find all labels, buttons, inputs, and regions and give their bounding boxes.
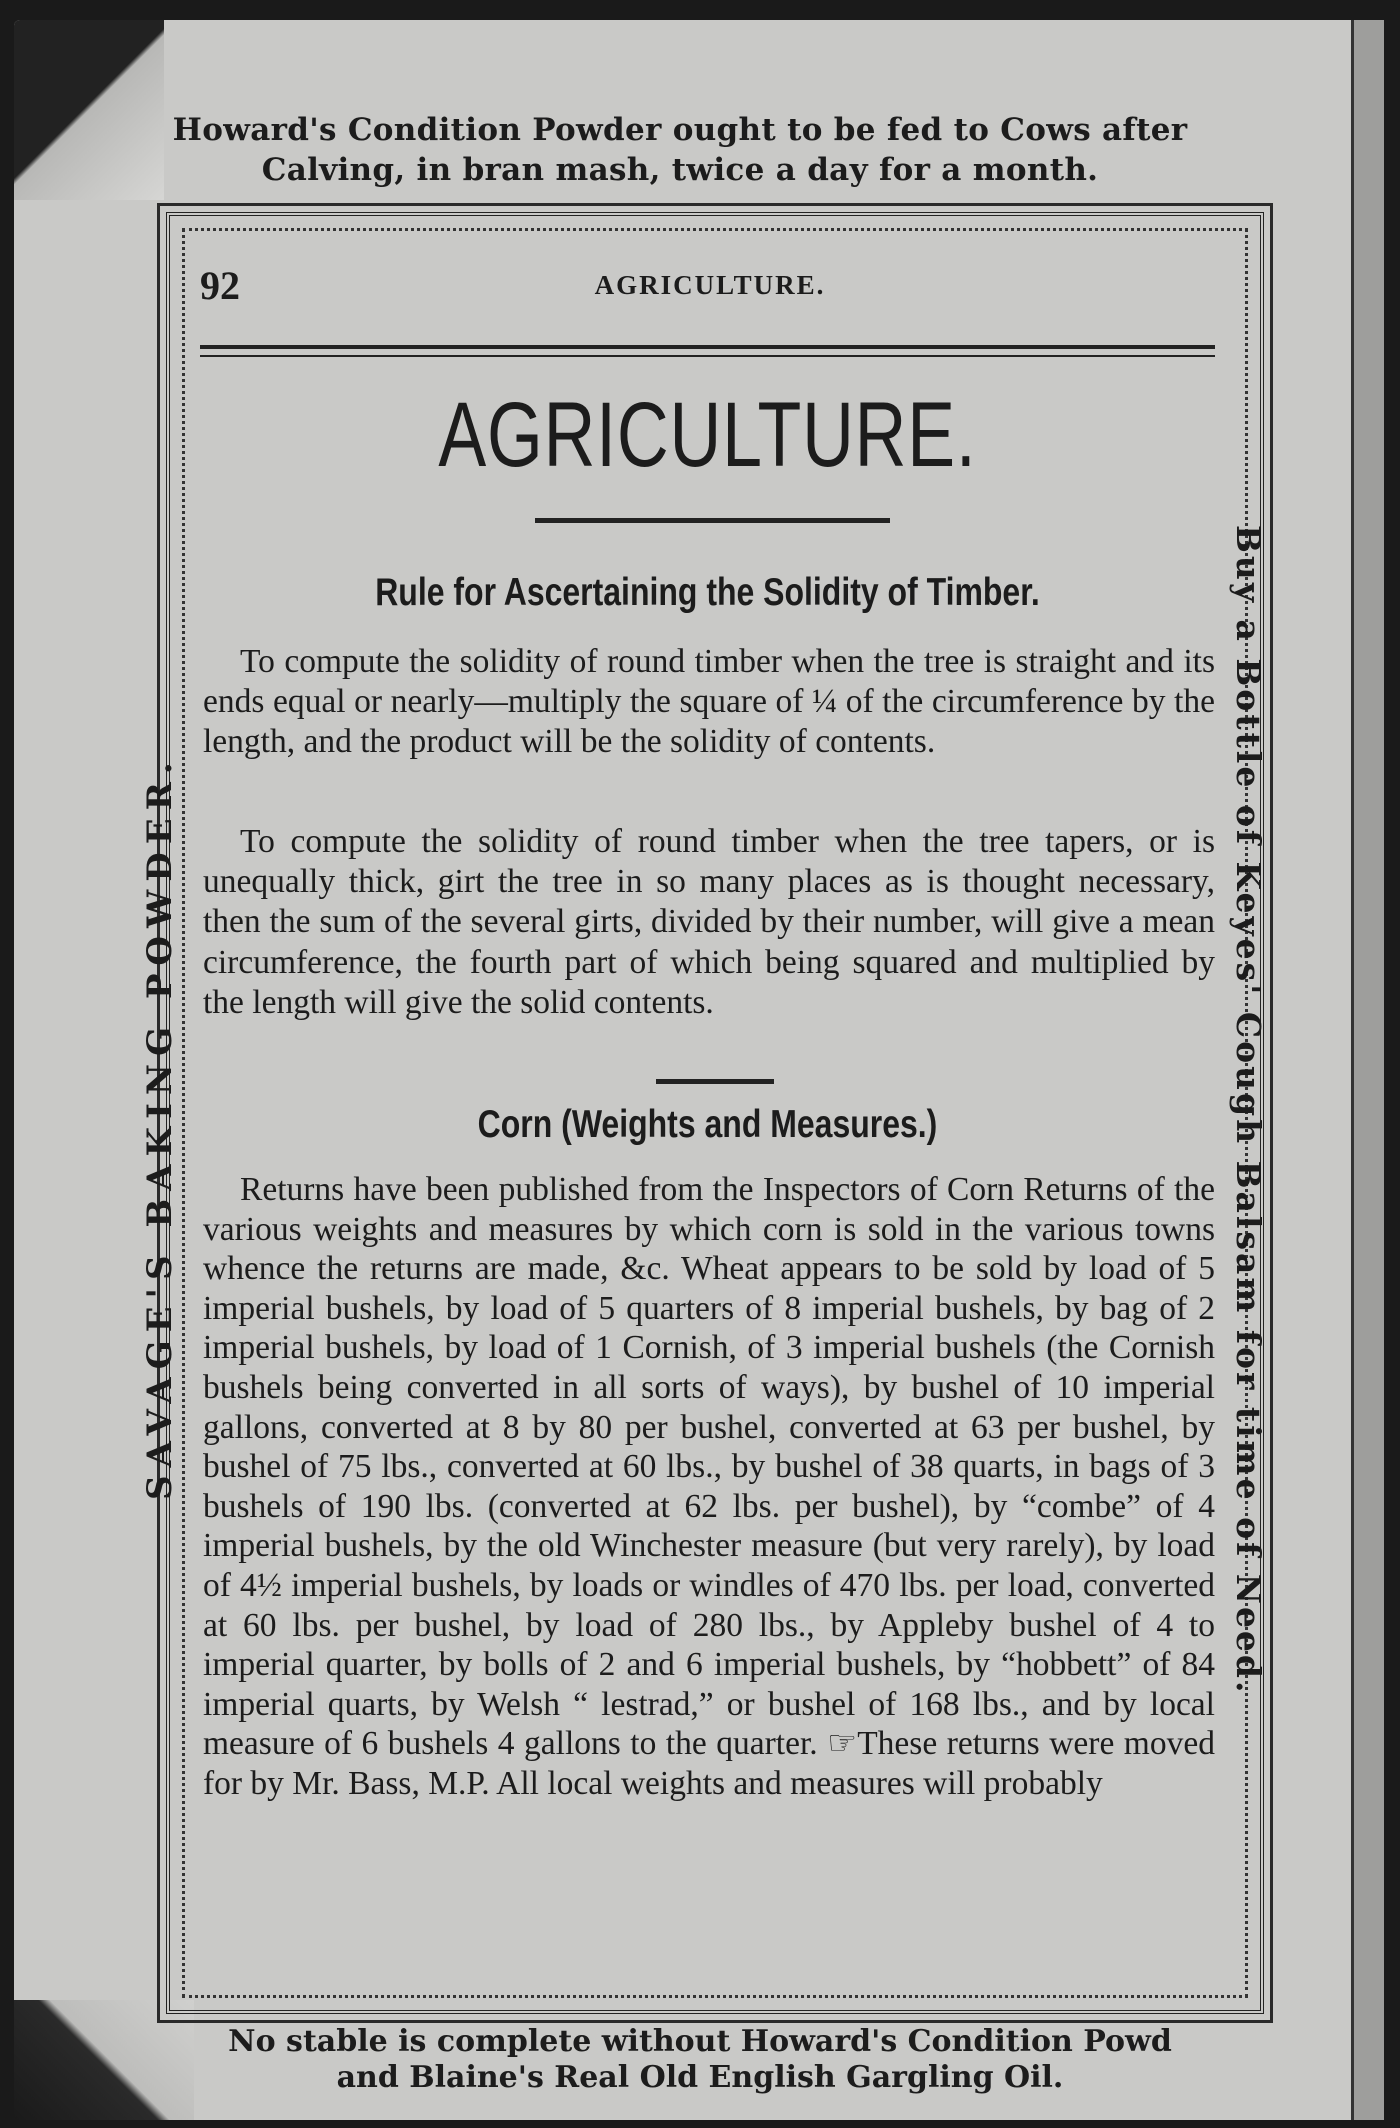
paragraph: To compute the solidity of round timber when the tree is straight and its ends equal or nearly—multiply the square of ¼ of the circumference by the length, and the product will be the solidity of contents. [203, 643, 1215, 761]
top-ad-line: Calving, in bran mash, twice a day for a month. [261, 152, 1099, 188]
section-divider [656, 1079, 774, 1084]
right-margin-text: Buy a Bottle of Keyes' Cough Balsam for time of Need. [1229, 525, 1268, 1696]
paragraph: Returns have been published from the Inspectors of Corn Returns of the various weights and measures by which corn is sold in the various towns whence the returns are made, &c. Wheat appears to be sold by load of 5 imperial bushels, by load of 5 quarters of 8 imperial bushels, by bag of 2 imperial bushels, by load of 1 Cornish, of 3 imperial bushels (the Cornish bushels being converted in all sorts of ways), by bushel of 10 imperial gallons, converted at 8 by 80 per bushel, converted at 63 per bushel, by bushel of 75 lbs., converted at 60 lbs., by bushel of 38 quarts, in bags of 3 bushels of 190 lbs. (converted at 62 lbs. per bushel), by “combe” of 4 imperial bushels, by the old Winchester measure (but very rarely), by load of 4½ imperial bushels, by loads or windles of 470 lbs. per load, converted at 60 lbs. per bushel, by load of 280 lbs., by Appleby bushel of 4 to imperial quarter, by bolls of 2 and 6 imperial bushels, by “hobbett” of 84 imperial quarts, by Welsh “ lestrad,” or bushel of 168 lbs., and by local measure of 6 bushels 4 gallons to the quarter. ☞These returns were moved for by Mr. Bass, M.P. All local weights and measures will probably [203, 1171, 1215, 1802]
section-title-corn: Corn (Weights and Measures.) [477, 1103, 938, 1146]
title-divider [535, 518, 890, 523]
bottom-ad-line: and Blaine's Real Old English Gargling Oil. [336, 2060, 1064, 2095]
page-edge [1351, 20, 1384, 2120]
section-title-timber: Rule for Ascertaining the Solidity of Timber. [375, 571, 1040, 614]
page-header [200, 262, 1220, 312]
running-head: AGRICULTURE. [594, 270, 826, 300]
paragraph: To compute the solidity of round timber when the tree tapers, or is unequally thick, girt the tree in so many places as is thought necessary, then the sum of the several girts, divided by their number, will give a mean circumference, the fourth part of which being squared and multiplied by the length will give the solid contents. [203, 823, 1215, 1021]
header-rule [200, 345, 1215, 357]
page-title: AGRICULTURE. [438, 384, 977, 486]
top-advertisement [60, 110, 1300, 190]
bottom-advertisement [60, 2024, 1340, 2096]
top-ad-line: Howard's Condition Powder ought to be fed to Cows after [172, 112, 1188, 148]
bottom-ad-line: No stable is complete without Howard's Condition Powd [228, 2024, 1172, 2059]
page-number: 92 [200, 263, 240, 308]
left-margin-text: SAVAGE'S BAKING POWDER. [140, 754, 180, 1500]
